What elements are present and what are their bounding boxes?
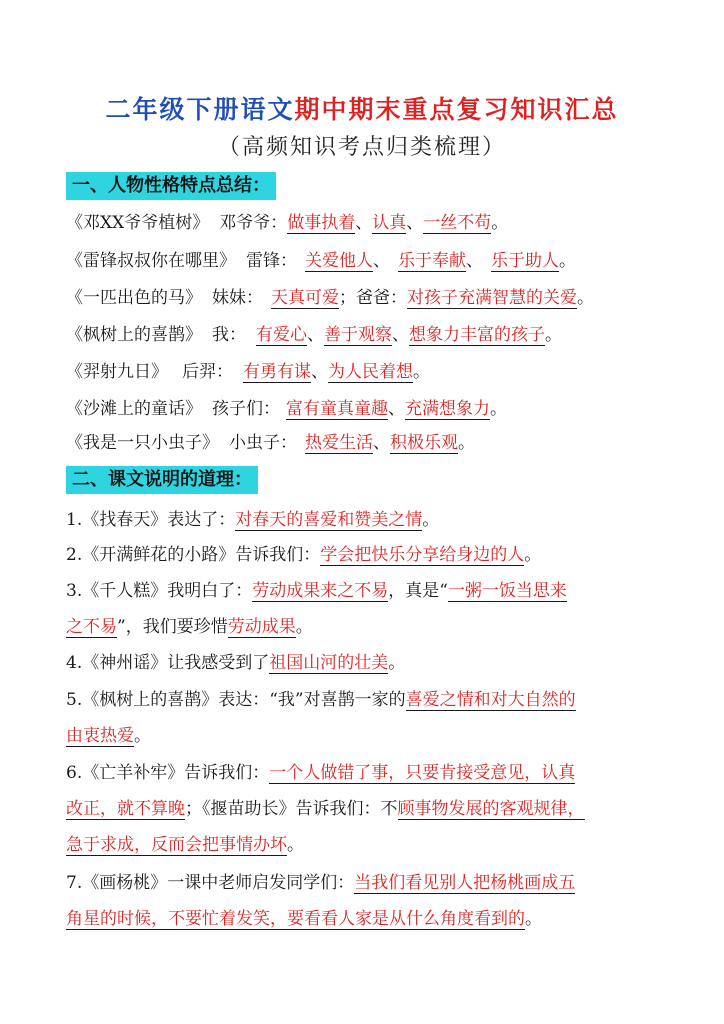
lesson-item-cont: 角星的时候，不要忙着发笑，要看看人家是从什么角度看到的。	[66, 909, 542, 929]
lesson-point: 当我们看见别人把杨桃画成五	[354, 873, 576, 893]
lesson-point: 角星的时候，不要忙着发笑，要看看人家是从什么角度看到的	[66, 909, 525, 929]
person: 我：	[212, 325, 246, 345]
trait-row: 《我是一只小虫子》 小虫子： 热爱生活、积极乐观。	[66, 433, 475, 453]
lesson-point: 顾事物发展的客观规律，	[397, 799, 585, 819]
trait: 认真	[372, 213, 407, 233]
trait-row: 《沙滩上的童话》 孩子们： 富有童真童趣、充满想象力。	[66, 399, 507, 419]
lesson-point: 劳动成果	[227, 617, 296, 637]
lesson-item: 3.《千人糕》我明白了：劳动成果来之不易，真是“一粥一饭当思来	[66, 581, 567, 601]
lesson-item: 6.《亡羊补牢》告诉我们：一个人做错了事，只要肯接受意见，认真	[66, 763, 576, 783]
lesson-point: 劳动成果来之不易	[252, 581, 389, 601]
trait: 乐于奉献	[398, 251, 466, 271]
lesson-item-cont: 之不易”，我们要珍惜劳动成果。	[66, 617, 313, 637]
trait: 关爱他人	[305, 251, 373, 271]
trait: 热爱生活	[305, 433, 373, 453]
section1-heading: 一、人物性格特点总结：	[66, 172, 276, 200]
lesson-item: 1.《找春天》表达了：对春天的喜爱和赞美之情。	[66, 510, 440, 530]
person: 孩子们：	[212, 399, 280, 419]
book-title: 《羿射九日》	[66, 362, 168, 382]
title-topic: 期中期末重点复习知识汇总	[294, 95, 619, 124]
lesson-point: 一粥一饭当思来	[447, 581, 567, 601]
lesson-item: 4.《神州谣》让我感受到了祖国山河的壮美。	[66, 653, 406, 673]
book-title: 《枫树上的喜鹊》	[66, 325, 202, 345]
trait: 为人民着想	[328, 362, 413, 382]
trait: 有勇有谋	[243, 362, 311, 382]
person: 后羿：	[182, 362, 233, 382]
trait: 富有童真童趣	[286, 399, 388, 419]
title-grade: 二年级下册语文	[105, 95, 295, 124]
trait: 积极乐观	[390, 433, 458, 453]
lesson-item: 2.《开满鲜花的小路》告诉我们：学会把快乐分享给身边的人。	[66, 545, 542, 565]
page-title	[0, 90, 724, 126]
lesson-item: 7.《画杨桃》一课中老师启发同学们：当我们看见别人把杨桃画成五	[66, 873, 576, 893]
trait: 善于观察	[324, 325, 392, 345]
lesson-item-cont: 由衷热爱。	[66, 726, 151, 746]
book-title: 《一匹出色的马》	[66, 288, 202, 308]
trait: 对孩子充满智慧的关爱	[407, 288, 577, 308]
lesson-item-cont: 改正，就不算晚；《揠苗助长》告诉我们：不顾事物发展的客观规律，	[66, 799, 585, 819]
lesson-point: 一个人做错了事，只要肯接受意见，认真	[269, 763, 576, 783]
trait: 充满想象力	[405, 399, 490, 419]
trait: 天真可爱	[271, 288, 339, 308]
book-title: 《我是一只小虫子》	[66, 433, 219, 453]
person: 妹妹：	[212, 288, 263, 308]
trait-row: 《邓XX爷爷植树》 邓爷爷：做事执着、认真、一丝不苟。	[66, 213, 509, 233]
trait: 有爱心	[256, 325, 307, 345]
lesson-point: 之不易	[66, 617, 117, 637]
book-title: 《邓XX爷爷植树》	[66, 213, 210, 233]
trait-row: 《羿射九日》 后羿： 有勇有谋、为人民着想。	[66, 362, 430, 382]
lesson-point: 喜爱之情和对大自然的	[405, 690, 576, 710]
lesson-point: 学会把快乐分享给身边的人	[320, 545, 525, 565]
lesson-item-cont: 急于求成，反而会把事情办坏。	[66, 835, 304, 855]
lesson-point: 对春天的喜爱和赞美之情	[235, 510, 423, 530]
book-title: 《沙滩上的童话》	[66, 399, 202, 419]
lesson-point: 由衷热爱	[66, 726, 134, 746]
trait-row: 《一匹出色的马》 妹妹： 天真可爱；爸爸：对孩子充满智慧的关爱。	[66, 288, 594, 308]
person: 邓爷爷：	[219, 213, 288, 233]
trait-row: 《雷锋叔叔你在哪里》 雷锋： 关爱他人、 乐于奉献、 乐于助人。	[66, 251, 576, 271]
lesson-item: 5.《枫树上的喜鹊》表达：“我”对喜鹊一家的喜爱之情和对大自然的	[66, 690, 576, 710]
trait: 想象力丰富的孩子	[409, 325, 545, 345]
trait: 做事执着	[287, 213, 356, 233]
book-title: 《雷锋叔叔你在哪里》	[66, 251, 236, 271]
trait: 乐于助人	[491, 251, 559, 271]
section2-heading: 二、课文说明的道理：	[66, 466, 258, 494]
page-subtitle: （高频知识考点归类梳理）	[217, 135, 506, 160]
person: 小虫子：	[229, 433, 297, 453]
trait-row: 《枫树上的喜鹊》 我： 有爱心、善于观察、想象力丰富的孩子。	[66, 325, 562, 345]
trait: 一丝不苟	[423, 213, 492, 233]
lesson-point: 急于求成，反而会把事情办坏	[66, 835, 287, 855]
lesson-point: 祖国山河的壮美	[269, 653, 389, 673]
lesson-point: 改正，就不算晚	[66, 799, 185, 819]
person: 雷锋：	[246, 251, 297, 271]
